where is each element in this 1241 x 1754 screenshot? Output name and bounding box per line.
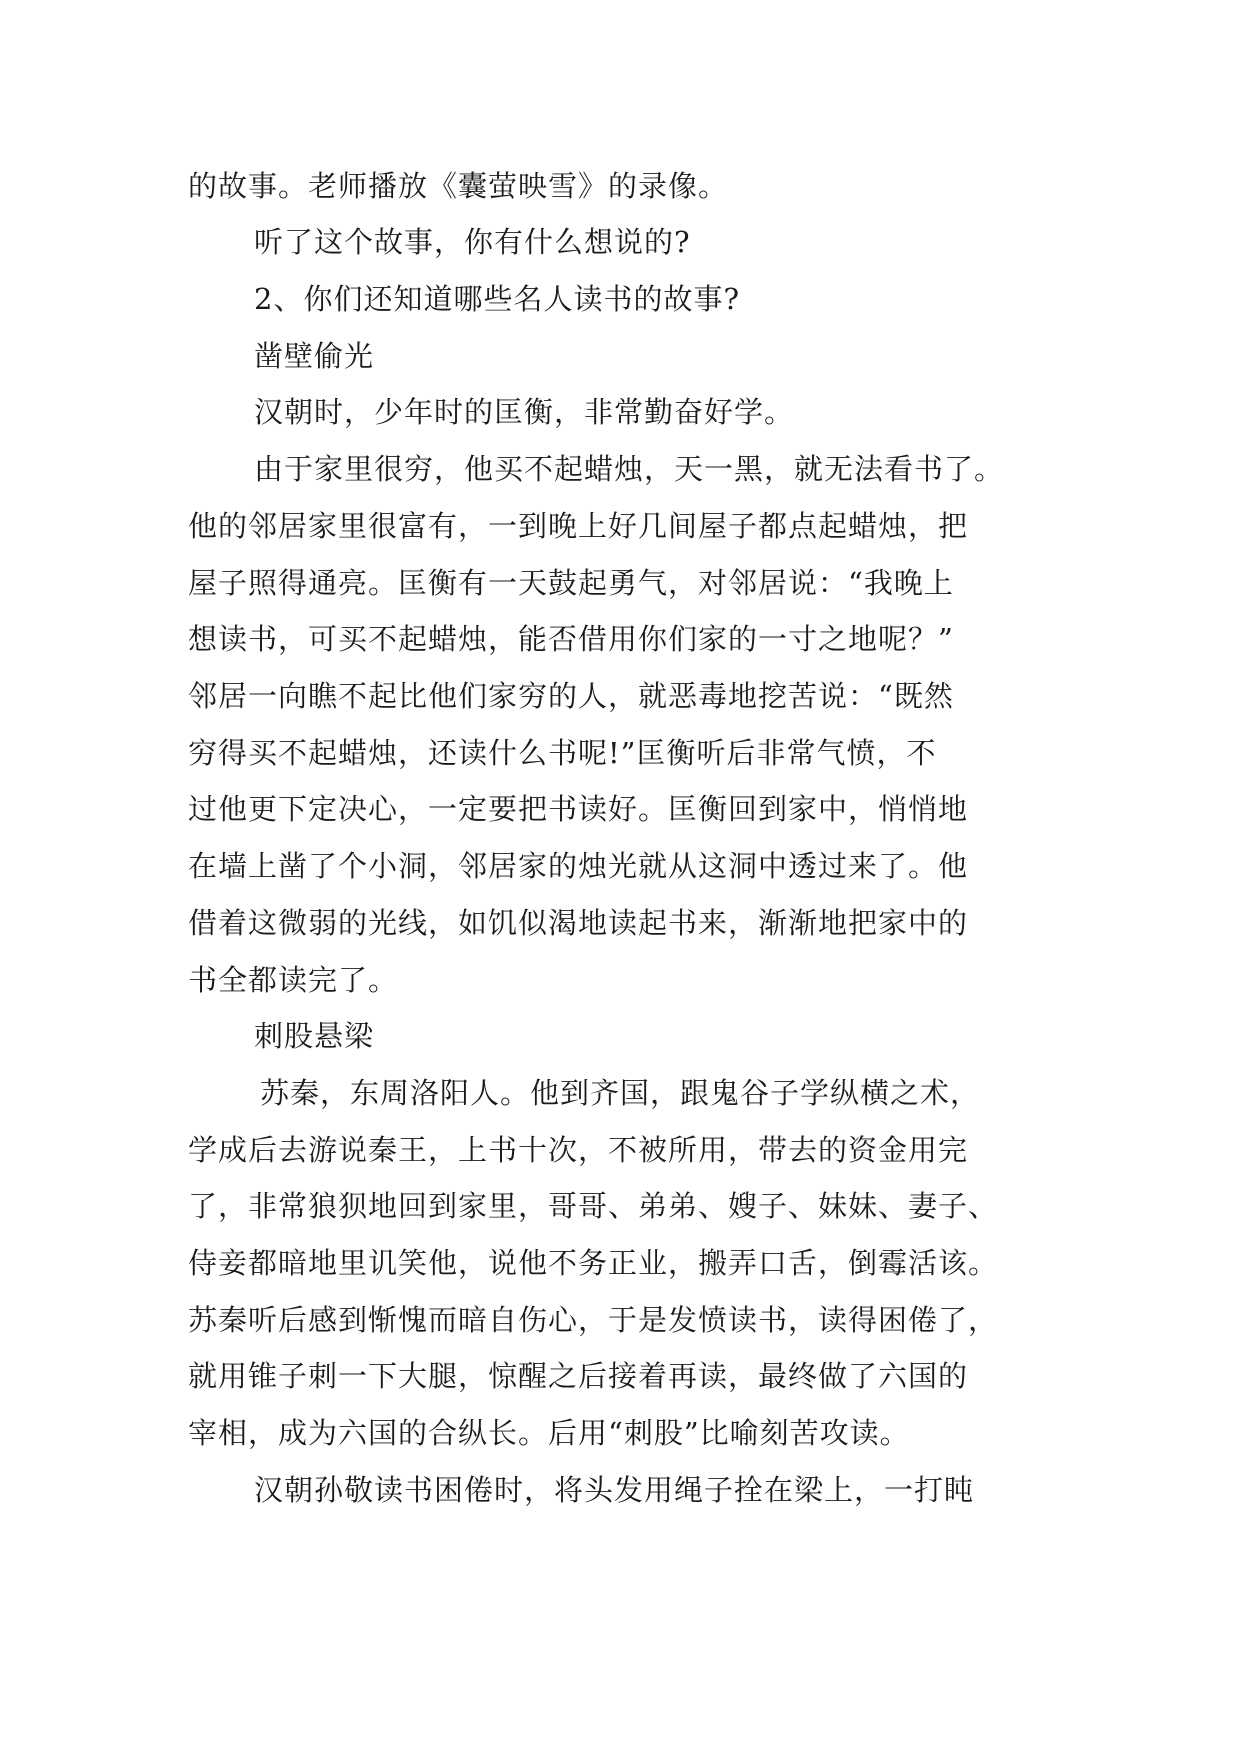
text-line-9: 想读书，可买不起蜡烛，能否借用你们家的一寸之地呢？” <box>188 622 954 656</box>
text-line-22: 就用锥子刺一下大腿，惊醒之后接着再读，最终做了六国的 <box>188 1359 969 1393</box>
section-heading-cigu: 刺股悬梁 <box>254 1019 375 1053</box>
text-line-7: 他的邻居家里很富有，一到晚上好几间屋子都点起蜡烛，把 <box>188 509 969 543</box>
text-line-15: 书全都读完了。 <box>188 963 399 997</box>
text-line-6: 由于家里很穷，他买不起蜡烛，天一黑，就无法看书了。 <box>254 452 1005 486</box>
text-line-14: 借着这微弱的光线，如饥似渴地读起书来，渐渐地把家中的 <box>188 906 969 940</box>
text-line-20: 侍妾都暗地里讥笑他，说他不务正业，搬弄口舌，倒霉活该。 <box>188 1246 999 1280</box>
text-line-10: 邻居一向瞧不起比他们家穷的人，就恶毒地挖苦说：“既然 <box>188 679 954 713</box>
text-line-1: 的故事。老师播放《囊萤映雪》的录像。 <box>188 169 729 203</box>
text-line-5: 汉朝时，少年时的匡衡，非常勤奋好学。 <box>254 395 795 429</box>
text-line-2: 听了这个故事，你有什么想说的? <box>254 225 691 259</box>
text-line-13: 在墙上凿了个小洞，邻居家的烛光就从这洞中透过来了。他 <box>188 849 969 883</box>
text-line-24: 汉朝孙敬读书困倦时，将头发用绳子拴在梁上，一打盹 <box>254 1473 975 1507</box>
text-line-11: 穷得买不起蜡烛，还读什么书呢!”匡衡听后非常气愤，不 <box>188 736 937 770</box>
text-line-17: 苏秦，东周洛阳人。他到齐国，跟鬼谷子学纵横之术， <box>260 1076 981 1110</box>
text-line-3: 2、你们还知道哪些名人读书的故事? <box>254 282 740 316</box>
text-line-12: 过他更下定决心，一定要把书读好。匡衡回到家中，悄悄地 <box>188 792 969 826</box>
text-line-21: 苏秦听后感到惭愧而暗自伤心，于是发愤读书，读得困倦了， <box>188 1303 999 1337</box>
text-line-18: 学成后去游说秦王，上书十次，不被所用，带去的资金用完 <box>188 1133 969 1167</box>
section-heading-zaobi: 凿壁偷光 <box>254 339 375 373</box>
text-line-19: 了，非常狼狈地回到家里，哥哥、弟弟、嫂子、妹妹、妻子、 <box>188 1189 999 1223</box>
text-line-23: 宰相，成为六国的合纵长。后用“刺股”比喻刻苦攻读。 <box>188 1416 910 1450</box>
text-line-8: 屋子照得通亮。匡衡有一天鼓起勇气，对邻居说：“我晚上 <box>188 566 954 600</box>
